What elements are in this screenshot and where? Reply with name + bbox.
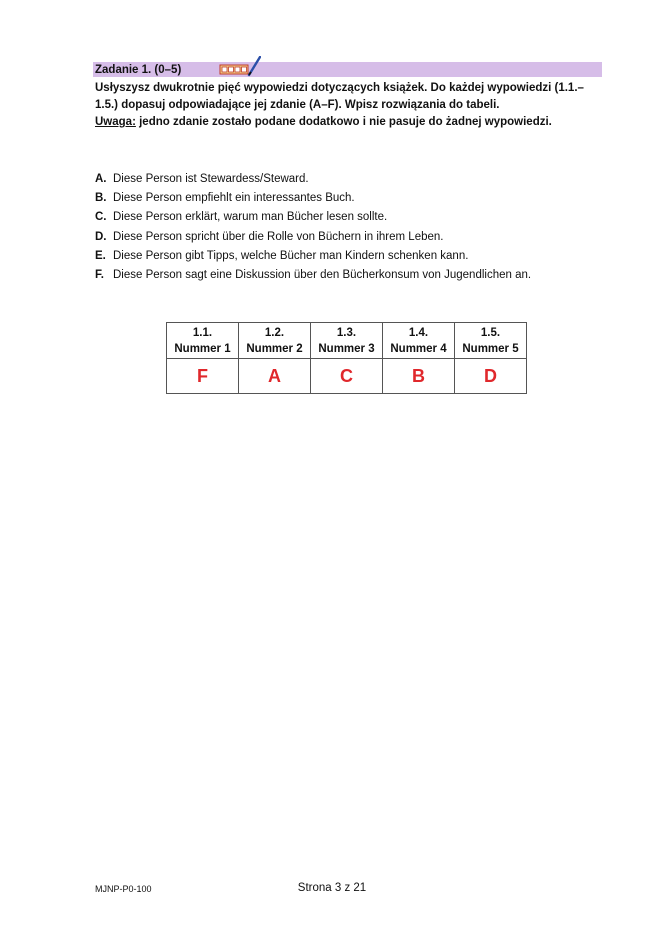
statement-text: Diese Person gibt Tipps, welche Bücher man Kindern schenken kann.	[113, 249, 469, 262]
instructions-text: Usłyszysz dwukrotnie pięć wypowiedzi dotyczących książek. Do każdej wypowiedzi (1.1.–1.5.) dopasuj odpowiadające jej zdanie (A–F). Wpisz rozwiązania do tabeli.	[95, 82, 584, 111]
statement-text: Diese Person empfiehlt ein interessantes Buch.	[113, 192, 355, 205]
header-cell-1: 1.1. Nummer 1	[167, 323, 239, 359]
answer-table-answer-row	[167, 359, 527, 394]
answer-table	[166, 322, 527, 394]
answer-cell-3[interactable]: C	[311, 359, 383, 394]
answer-cell-1[interactable]: F	[167, 359, 239, 394]
statement-f	[95, 266, 605, 285]
statement-letter: A.	[95, 173, 107, 185]
statement-e	[95, 247, 605, 266]
answer-table-header-row	[167, 323, 527, 359]
answer-cell-4[interactable]: B	[383, 359, 455, 394]
statement-letter: F.	[95, 269, 104, 282]
answer-cell-5[interactable]: D	[455, 359, 527, 394]
statement-a	[95, 170, 605, 189]
statement-text: Diese Person sagt eine Diskussion über den Bücherkonsum von Jugendlichen an.	[113, 269, 532, 282]
statement-list	[95, 170, 605, 285]
header-cell-4: 1.4. Nummer 4	[383, 323, 455, 359]
audio-pen-icon	[219, 56, 261, 78]
note-text: jedno zdanie zostało podane dodatkowo i nie pasuje do żadnej wypowiedzi.	[135, 116, 552, 128]
exam-code: MJNP-P0-100	[95, 884, 152, 894]
statement-letter: D.	[95, 230, 107, 243]
note-label: Uwaga:	[95, 116, 136, 128]
task-instructions	[95, 80, 605, 131]
task-title: Zadanie 1. (0–5)	[95, 64, 182, 76]
answer-cell-2[interactable]: A	[239, 359, 311, 394]
statement-d	[95, 228, 605, 247]
page-number: Strona 3 z 21	[297, 882, 367, 894]
header-cell-3: 1.3. Nummer 3	[311, 323, 383, 359]
statement-text: Diese Person ist Stewardess/Steward.	[113, 173, 309, 185]
statement-letter: C.	[95, 211, 107, 224]
statement-b	[95, 189, 605, 208]
statement-letter: E.	[95, 249, 106, 262]
statement-text: Diese Person erklärt, warum man Bücher lesen sollte.	[113, 211, 388, 224]
statement-text: Diese Person spricht über die Rolle von Büchern in ihrem Leben.	[113, 230, 444, 243]
statement-letter: B.	[95, 192, 107, 205]
header-cell-2: 1.2. Nummer 2	[239, 323, 311, 359]
header-cell-5: 1.5. Nummer 5	[455, 323, 527, 359]
statement-c	[95, 208, 605, 227]
